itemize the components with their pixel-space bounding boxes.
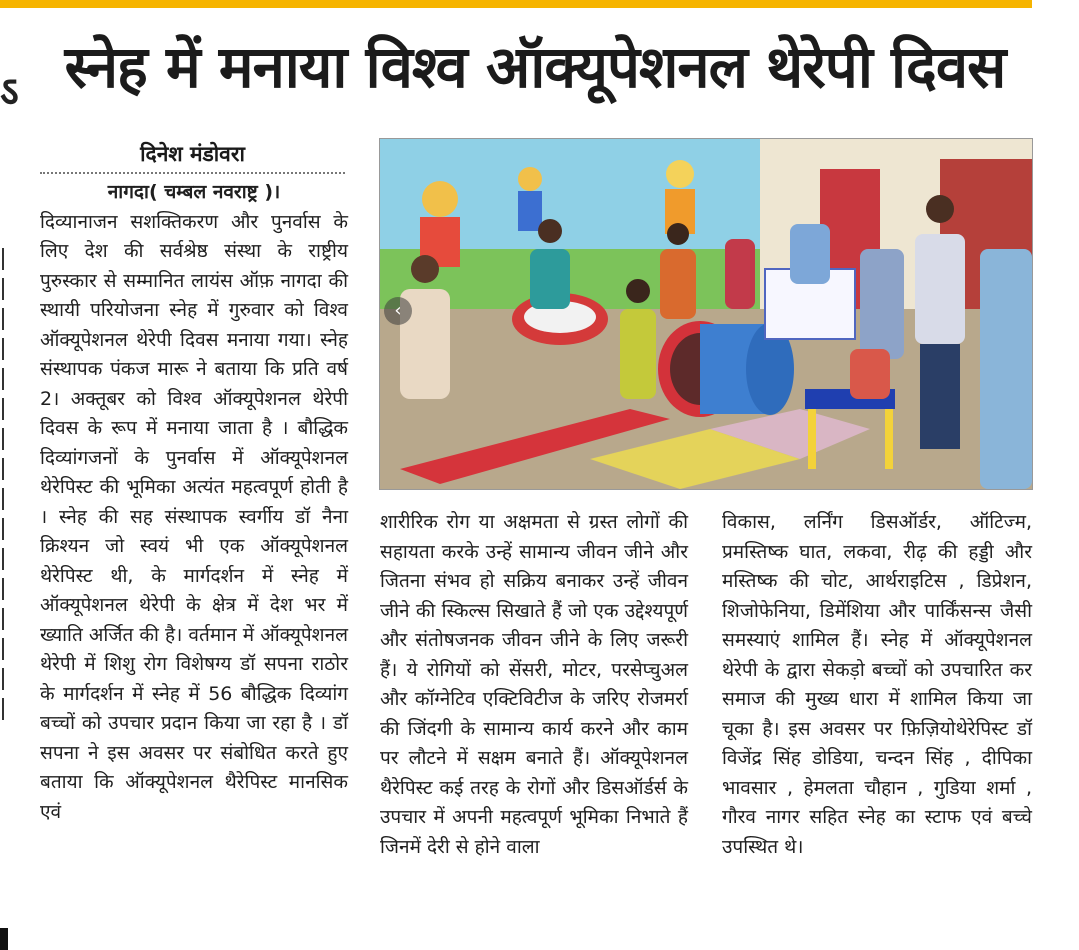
previous-photo-button[interactable]: ‹	[384, 297, 412, 325]
top-accent-bar	[0, 0, 1032, 8]
article-column-2: शारीरिक रोग या अक्षमता से ग्रस्त लोगों की सहायता करके उन्हें सामान्य जीवन जीने और जितना संभव हो सक्रिय बनाकर उन्हें जीवन जीने की स्किल्स सिखाते हैं जो एक उद्देश्यपूर्ण और संतोषजनक जीवन जीने के लिए जरूरी हैं। ये रोगियों को सेंसरी, मोटर, परसेप्चुअल और कॉग्नेटिव एक्टिविटीज के जरिए रोजमर्रा की जिंदगी के सामान्य कार्य करने और काम पर लौटने में सक्षम बनाते हैं। ऑक्यूपेशनल थैरेपिस्ट कई तरह के रोगों और डिसऑर्डर्स के उपचार में अपनी महत्वपूर्ण भूमिका निभाते हैं जिनमें देरी से होने वाला	[380, 511, 688, 858]
article-photo	[379, 138, 1033, 490]
byline: दिनेश मंडोवरा	[40, 140, 345, 174]
article-column-3: विकास, लर्निंग डिसऑर्डर, ऑटिज्म, प्रमस्तिष्क घात, लकवा, रीढ़ की हड्डी और मस्तिष्क की चोट, आर्थराइटिस , डिप्रेशन, शिजोफेनिया, डिमेंशिया और पार्किंसन्स जैसी समस्याएं शामिल हैं। स्नेह में ऑक्यूपेशनल थेरेपी के द्वारा सेकड़ो बच्चों को उपचारित कर समाज की मुख्य धारा में शामिल किया जा चूका है। इस अवसर पर फ़िज़ियोथेरेपिस्ट डॉ विजेंद्र सिंह डोडिया, चन्दन सिंह , दीपिका भावसार , हेमलता चौहान , गुडिया शर्मा , गौरव नागर सहित स्नेह का स्टाफ एवं बच्चे उपस्थित थे।	[722, 511, 1032, 858]
previous-article-edge: ऽ	[0, 69, 19, 115]
article-column-1	[40, 178, 348, 827]
headline: स्नेह में मनाया विश्व ऑक्यूपेशनल थेरेपी दिवस	[64, 33, 1006, 101]
dateline: नागदा( चम्बल नवराष्ट्र )।	[107, 181, 281, 203]
previous-article-strip	[0, 240, 14, 760]
page-corner-mark	[0, 928, 8, 950]
therapy-room-photo	[380, 139, 1032, 489]
column-1-text: दिव्यानाजन सशक्तिकरण और पुनर्वास के लिए देश की सर्वश्रेष्ठ संस्था के राष्ट्रीय पुरुस्कार से सम्मानित लायंस ऑफ़ नागदा की स्थायी परियोजना स्नेह में गुरुवार को विश्व ऑक्यूपेशनल थेरेपी दिवस मनाया गया। स्नेह संस्थापक पंकज मारू ने बताया कि प्रति वर्ष 2। अक्तूबर को विश्व ऑक्यूपेशनल थेरेपी दिवस के रूप में मनाया जाता है । बौद्धिक दिव्यांगजनों के पुनर्वास में ऑक्यूपेशनल थेरेपिस्ट की भूमिका अत्यंत महत्वपूर्ण होती है । स्नेह की सह संस्थापक स्वर्गीय डॉ नैना क्रिश्यन जो स्वयं भी एक ऑक्यूपेशनल थेरेपिस्ट थी, के मार्गदर्शन में स्नेह में ऑक्यूपेशनल थेरेपी के क्षेत्र में देश भर में ख्याति अर्जित की है। वर्तमान में ऑक्यूपेशनल थेरेपी में शिशु रोग विशेषग्य डॉ सपना राठोर के मार्गदर्शन में स्नेह में 56 बौद्धिक दिव्यांग बच्चों को उपचार प्रदान किया जा रहा है । डॉ सपना ने इस अवसर पर संबोधित करते हुए बताया कि ऑक्यूपेशनल थैरेपिस्ट मानसिक एवं	[40, 210, 348, 823]
